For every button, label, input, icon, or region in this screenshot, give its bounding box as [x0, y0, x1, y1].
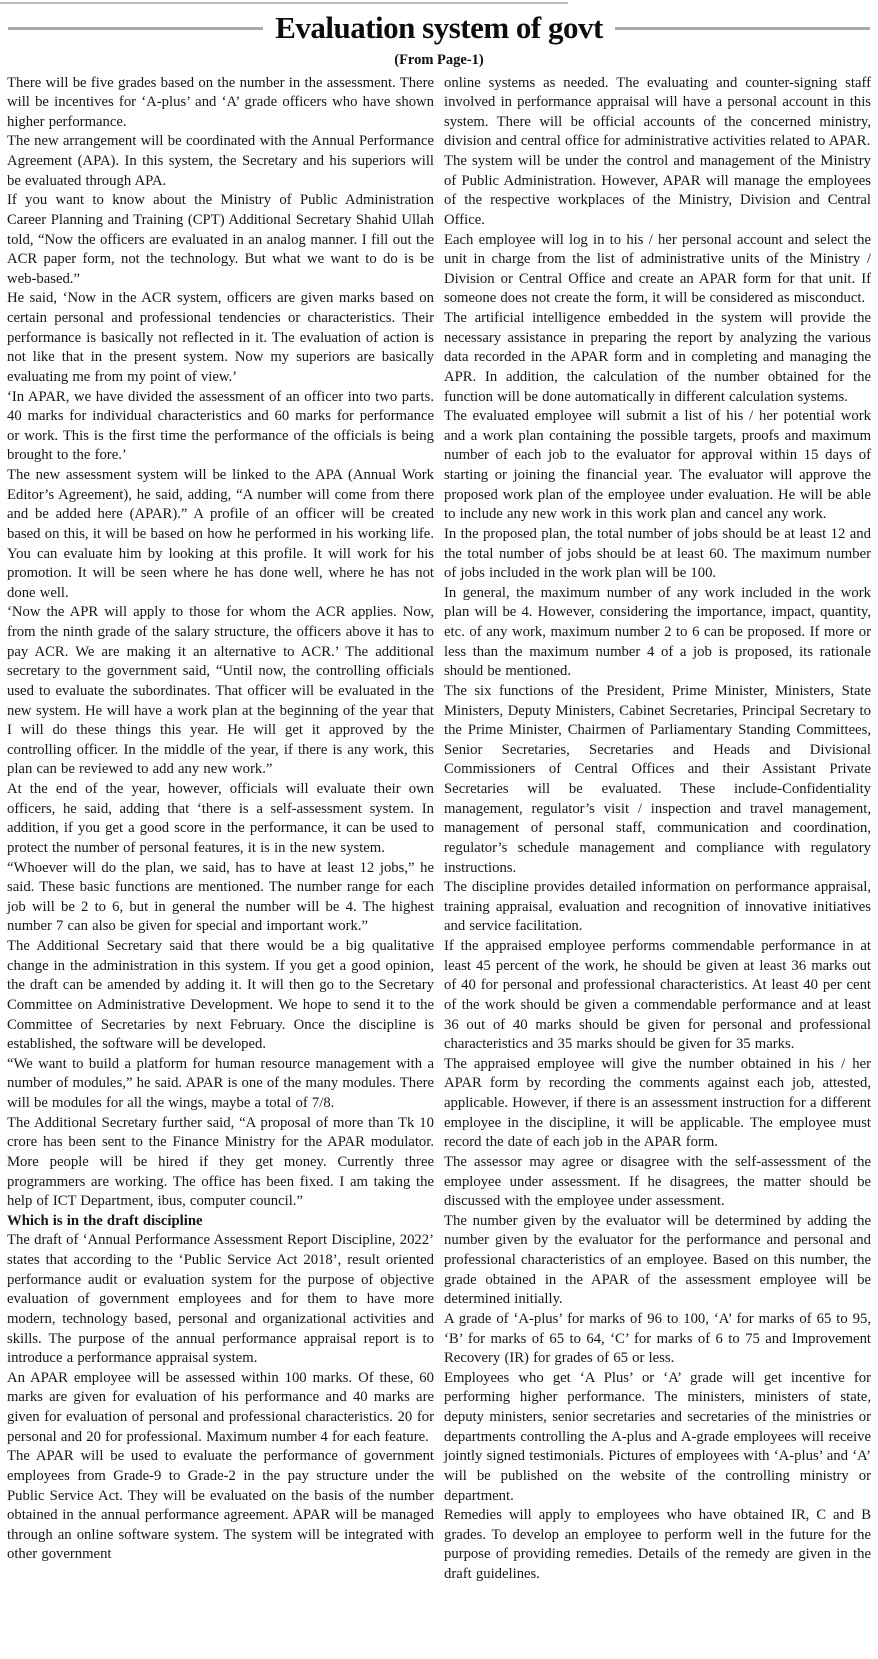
article-paragraph: At the end of the year, however, officials will evaluate their own officers, he said, adding that ‘there is a self-assessment system. In addition, if you get a good score in the performance, it can be used to protect the number of personal features, it is in the new system.: [7, 781, 434, 856]
top-partial-rule: [0, 2, 568, 4]
article-paragraph: The number given by the evaluator will be determined by adding the number given by the evaluator for the performance and personal and professional characteristics of an employee. Based on this number, the grade obtained in the APAR of the assessment employee will be determined initially.: [444, 1212, 871, 1308]
article-paragraph: The six functions of the President, Prime Minister, Ministers, State Ministers, Deputy Ministers, Cabinet Secretaries, Principal Secretary to the Prime Minister, Chairmen of Parliamentary Standing Committees, Senior Secretaries, Secretaries and Heads and Divisional Commissioners of Central Offices and their Assistant Private Secretaries will be evaluated. These include-Confidentiality management, regulator’s visit / inspection and travel management, management of personal staff, communication and coordination, regulator’s schedule management and compliance with regulatory instructions.: [444, 682, 871, 876]
article-paragraph: The new arrangement will be coordinated with the Annual Performance Agreement (APA). In this system, the Secretary and his superiors will be evaluated through APA.: [7, 133, 434, 189]
article-body: [0, 74, 878, 1585]
article-paragraph: The assessor may agree or disagree with the self-assessment of the employee under assessment. If he disagrees, the matter should be discussed with the employee under assessment.: [444, 1153, 871, 1210]
article-paragraph: The APAR will be used to evaluate the performance of government employees from Grade-9 to Grade-2 in the pay structure under the Public Service Act. They will be evaluated on the basis of the number obtained in the annual performance agreement. APAR will be managed through an online software system. The system will be integrated with other government: [7, 1448, 434, 1563]
article-paragraph: He said, ‘Now in the ACR system, officers are given marks based on certain personal and professional tendencies or characteristics. Their performance is basically not reflected in it. The evaluation of action is not like that in the present system. Now my superiors are basically evaluating me from my point of view.’: [7, 290, 434, 385]
article-column-right: [444, 74, 871, 1585]
article-paragraph: “We want to build a platform for human resource management with a number of modules,” he said. APAR is one of the many modules. There will be modules for all the wings, maybe a total of 7/8.: [7, 1055, 434, 1112]
article-paragraph: ‘In APAR, we have divided the assessment of an officer into two parts. 40 marks for individual characteristics and 60 marks for performance or work. This is the first time the performance of the officials is being brought to the fore.’: [7, 388, 434, 464]
section-heading: Which is in the draft discipline: [7, 1212, 203, 1229]
article-paragraph: The system will be under the control and management of the Ministry of Public Administration. However, APAR will manage the employees of the respective workplaces of the Ministry, Division and Central Office.: [444, 153, 871, 228]
article-paragraph: Remedies will apply to employees who have obtained IR, C and B grades. To develop an employee to perform well in the future for the purpose of providing remedies. Details of the remedy are given in the draft guidelines.: [444, 1507, 871, 1583]
headline-right-rule: [615, 27, 870, 30]
article-paragraph: Each employee will log in to his / her personal account and select the unit in charge from the list of administrative units of the Ministry / Division or Central Office and create an APAR form for that unit. If someone does not create the form, it will be considered as misconduct.: [444, 231, 871, 307]
article-paragraph: The artificial intelligence embedded in the system will provide the necessary assistance in preparing the report by analyzing the various data recorded in the APAR form and in completing and managing the APR. In addition, the calculation of the number obtained for the function will be done automatically in different calculation systems.: [444, 310, 871, 405]
article-paragraph: The Additional Secretary further said, “A proposal of more than Tk 10 crore has been sent to the Finance Ministry for the APAR modulator. More people will be hired if they get money. Currently three programmers are working. The office has been fixed. I am taking the help of ICT Department, ibus, computer council.”: [7, 1114, 434, 1210]
article-paragraph: The new assessment system will be linked to the APA (Annual Work Editor’s Agreement), he said, adding, “A number will come from there and be added here (APAR).” A profile of an officer will be created based on this, it will be based on how he performed in his working life. You can evaluate him by looking at this profile. It will work for his promotion. It will be seen where he has done well, where he has not done well.: [7, 467, 434, 601]
article-paragraph: There will be five grades based on the number in the assessment. There will be incentives for ‘A-plus’ and ‘A’ grade officers who have shown higher performance.: [7, 74, 434, 130]
article-paragraph: The discipline provides detailed information on performance appraisal, training appraisal, evaluation and recognition of innovative initiatives and service facilitation.: [444, 879, 871, 935]
article-paragraph: online systems as needed. The evaluating and counter-signing staff involved in performance appraisal will have a personal account in this system. There will be official accounts of the concerned ministry, division and central office for administrative activities related to APAR.: [444, 74, 871, 150]
page-title: Evaluation system of govt: [275, 10, 603, 45]
article-masthead: [0, 0, 878, 45]
article-paragraph: The evaluated employee will submit a list of his / her potential work and a work plan containing the possible targets, proofs and maximum number of each job to the evaluator for approval within 15 days of starting or joining the financial year. The evaluator will approve the proposed work plan of the employee under evaluation. He will be able to include any new work in this work plan and cancel any work.: [444, 408, 871, 523]
article-paragraph: If the appraised employee performs commendable performance in at least 45 percent of the work, he should be given at least 36 marks out of 40 for personal and professional characteristics. At least 40 per cent of the work should be given a commendable performance and at least 36 out of 40 marks should be given for personal and professional characteristics and 35 marks should be given for 35 marks.: [444, 938, 871, 1053]
headline-left-rule: [8, 27, 263, 30]
continuation-note: (From Page-1): [394, 51, 484, 68]
article-paragraph: “Whoever will do the plan, we said, has to have at least 12 jobs,” he said. These basic functions are mentioned. The number range for each job will be 2 to 6, but in general the number will be 4. The highest number 7 can also be given for special and important work.”: [7, 859, 434, 935]
article-paragraph: In general, the maximum number of any work included in the work plan will be 4. However, considering the importance, impact, quantity, etc. of any work, maximum number 2 to 6 can be proposed. If more or less than the maximum number 4 of a job is proposed, its rationale should be mentioned.: [444, 584, 871, 680]
article-column-left: [7, 74, 434, 1585]
article-paragraph: In the proposed plan, the total number of jobs should be at least 12 and the total number of jobs should be at least 60. The maximum number of jobs included in the work plan will be 100.: [444, 525, 871, 582]
article-paragraph: A grade of ‘A-plus’ for marks of 96 to 100, ‘A’ for marks of 65 to 95, ‘B’ for marks of 65 to 64, ‘C’ for marks of 6 to 75 and Improvement Recovery (IR) for grades of 65 or less.: [444, 1310, 871, 1367]
article-paragraph: The draft of ‘Annual Performance Assessment Report Discipline, 2022’ states that according to the ‘Public Service Act 2018’, result oriented performance audit or evaluation system for the purpose of objective evaluation of government employees and for them to have more modern, technology based, personal and organizational activities and skills. The purpose of the annual performance appraisal report is to introduce a performance appraisal system.: [7, 1232, 434, 1367]
article-paragraph: If you want to know about the Ministry of Public Administration Career Planning and Training (CPT) Additional Secretary Shahid Ullah told, “Now the officers are evaluated in an analog manner. I fill out the ACR paper form, not the technology. But what we want to do is be web-based.”: [7, 192, 434, 287]
article-paragraph: An APAR employee will be assessed within 100 marks. Of these, 60 marks are given for evaluation of his performance and 40 marks are given for evaluation of personal and professional characteristics. 20 for personal and 20 for professional. Maximum number 4 for each feature.: [7, 1369, 434, 1445]
article-paragraph: Employees who get ‘A Plus’ or ‘A’ grade will get incentive for performing higher performance. The ministers, ministers of state, deputy ministers, senior secretaries and secretaries of the ministries or departments controlling the A-plus and A-grade employees will receive jointly signed testimonials. Pictures of employees with ‘A-plus’ and ‘A’ will be published on the website of the controlling ministry or department.: [444, 1369, 871, 1504]
article-paragraph: The Additional Secretary said that there would be a big qualitative change in the administration in this system. If you get a good opinion, the draft can be amended by adding it. It will then go to the Secretary Committee on Administrative Development. We hope to send it to the Committee of Secretaries by next February. Once the discipline is established, the software will be developed.: [7, 938, 434, 1053]
article-paragraph: The appraised employee will give the number obtained in his / her APAR form by recording the comments against each job, attested, applicable. However, if there is an assessment instruction for a different employee in the discipline, it will be applicable. The employee must record the date of each job in the APAR form.: [444, 1055, 871, 1151]
article-paragraph: ‘Now the APR will apply to those for whom the ACR applies. Now, from the ninth grade of the salary structure, the officers above it has to pay ACR. We are making it an alternative to ACR.’ The additional secretary to the government said, “Until now, the controlling officials used to evaluate the subordinates. That officer will be evaluated in the new system. He will have a work plan at the beginning of the year that I will do these things this year. He will get it approved by the controlling officer. In the middle of the year, if there is any work, this plan can be reviewed to add any new work.”: [7, 604, 434, 778]
